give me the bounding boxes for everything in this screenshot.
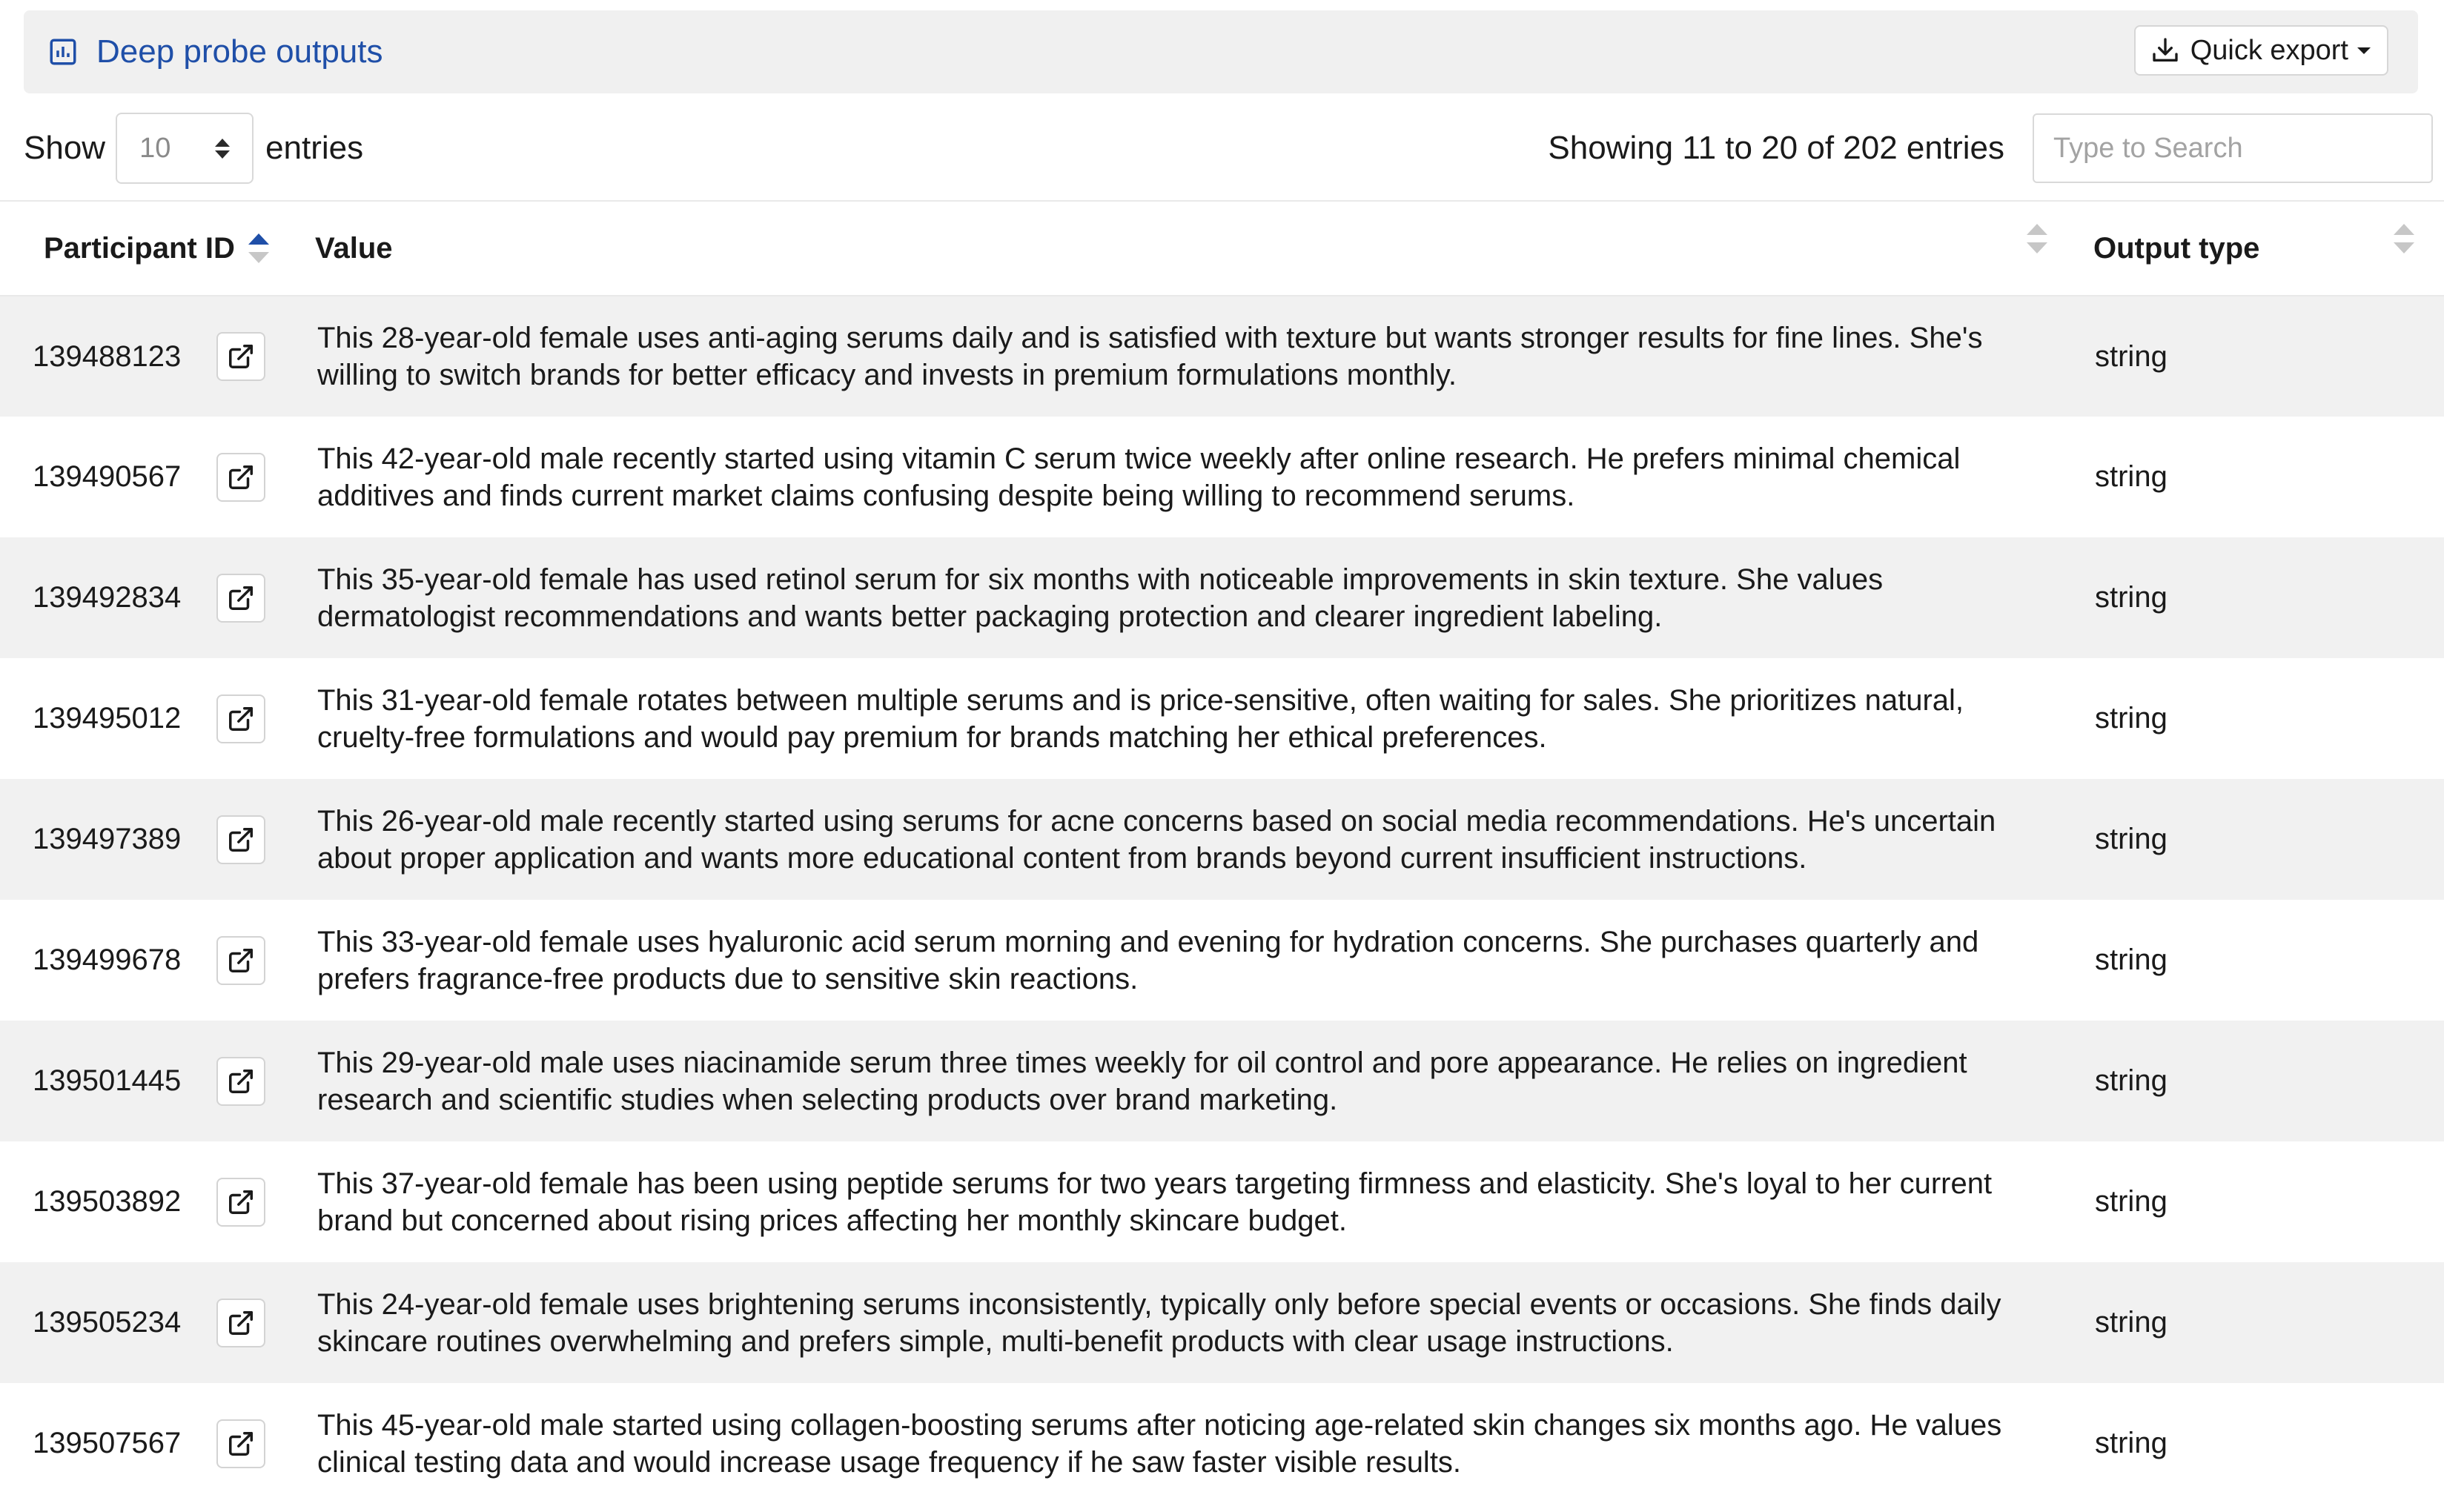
external-link-icon (227, 1067, 255, 1095)
page-title: Deep probe outputs (96, 33, 383, 70)
open-participant-button[interactable] (216, 1178, 265, 1227)
external-link-icon (227, 342, 255, 371)
open-participant-button[interactable] (216, 1419, 265, 1468)
sort-ascending-icon (248, 233, 269, 263)
page-length-value: 10 (139, 132, 171, 164)
output-type-cell: string (2095, 702, 2168, 735)
table-row (0, 1141, 2444, 1262)
participant-id: 139490567 (33, 460, 182, 493)
output-type-cell: string (2095, 1064, 2168, 1097)
output-type-cell: string (2095, 823, 2168, 855)
open-participant-button[interactable] (216, 694, 265, 743)
quick-export-button[interactable] (2134, 25, 2388, 76)
output-type-cell: string (2095, 460, 2168, 493)
value-cell: This 42-year-old male recently started using vitamin C serum twice weekly after online research. He prefers minimal chemical additives and finds current market claims confusing despite being willing to recommend serums. (317, 442, 1961, 512)
show-label: Show (24, 130, 106, 166)
column-header-value[interactable] (297, 201, 2076, 296)
page-length-select[interactable] (116, 113, 254, 184)
page-title-group (47, 33, 383, 70)
output-type-cell: string (2095, 581, 2168, 614)
participant-id: 139507567 (33, 1427, 182, 1459)
output-type-cell: string (2095, 1306, 2168, 1339)
sort-icon (2394, 224, 2414, 253)
external-link-icon (227, 584, 255, 612)
table-row (0, 417, 2444, 537)
output-type-cell: string (2095, 1427, 2168, 1459)
value-cell: This 35-year-old female has used retinol serum for six months with noticeable improvements in skin texture. She values dermatologist recommendations and wants better packaging protection and clearer ingredient labeling. (317, 563, 1884, 633)
open-participant-button[interactable] (216, 332, 265, 381)
column-header-participant-id[interactable] (0, 201, 297, 296)
external-link-icon (227, 1188, 255, 1216)
value-cell: This 24-year-old female uses brightening serums inconsistently, typically only before special events or occasions. She finds daily skincare routines overwhelming and prefers simple, multi-benefit products with clear usage instructions. (317, 1287, 2001, 1358)
caret-down-icon (2357, 47, 2371, 54)
value-cell: This 28-year-old female uses anti-aging serums daily and is satisfied with texture but wants stronger results for fine lines. She's willing to switch brands for better efficacy and invests in premium formulations monthly. (317, 322, 1983, 391)
value-cell: This 26-year-old male recently started using serums for acne concerns based on social media recommendations. He's uncertain about proper application and wants more educational content from brands beyond current insufficient instructions. (317, 804, 1996, 875)
value-cell: This 45-year-old male started using collagen-boosting serums after noticing age-related skin changes six months ago. He values clinical testing data and would increase usage frequency if he saw faster visible results. (317, 1408, 2002, 1479)
bar-chart-icon (47, 36, 79, 67)
header-bar (24, 10, 2418, 93)
table-row (0, 537, 2444, 658)
table-row (0, 658, 2444, 779)
external-link-icon (227, 946, 255, 975)
external-link-icon (227, 826, 255, 854)
table-info-and-search (1548, 111, 2433, 185)
table-row (0, 779, 2444, 900)
value-cell: This 31-year-old female rotates between multiple serums and is price-sensitive, often waiting for sales. She prioritizes natural, cruelty-free formulations and would pay premium for brands matching her ethical preferences. (317, 683, 1964, 754)
open-participant-button[interactable] (216, 453, 265, 502)
table-row (0, 900, 2444, 1021)
table-controls (24, 111, 2433, 185)
external-link-icon (227, 1309, 255, 1337)
quick-export-label: Quick export (2190, 34, 2348, 66)
participant-id: 139501445 (33, 1064, 182, 1097)
open-participant-button[interactable] (216, 574, 265, 623)
column-header-output-type[interactable] (2076, 201, 2444, 296)
table-row (0, 1262, 2444, 1383)
external-link-icon (227, 463, 255, 491)
participant-id: 139488123 (33, 339, 182, 373)
column-label: Value (315, 231, 393, 265)
participant-id: 139503892 (33, 1185, 182, 1218)
open-participant-button[interactable] (216, 815, 265, 864)
output-type-cell: string (2095, 944, 2168, 976)
output-type-cell: string (2095, 339, 2168, 373)
participant-id: 139492834 (33, 581, 182, 614)
table-row (0, 1021, 2444, 1141)
entries-label: entries (265, 130, 364, 166)
data-table-wrapper (0, 200, 2444, 1504)
table-row (0, 1383, 2444, 1504)
participant-id: 139499678 (33, 944, 182, 976)
external-link-icon (227, 705, 255, 733)
column-label: Output type (2093, 231, 2260, 265)
sort-icon (2027, 224, 2047, 253)
table-info: Showing 11 to 20 of 202 entries (1548, 130, 2004, 166)
open-participant-button[interactable] (216, 1299, 265, 1347)
table-body (0, 296, 2444, 1504)
download-icon (2150, 36, 2180, 65)
column-label: Participant ID (44, 231, 235, 265)
open-participant-button[interactable] (216, 936, 265, 985)
search-input[interactable] (2033, 113, 2433, 183)
participant-id: 139505234 (33, 1306, 182, 1339)
value-cell: This 29-year-old male uses niacinamide serum three times weekly for oil control and pore appearance. He relies on ingredient research and scientific studies when selecting products over brand marketing. (317, 1046, 1967, 1116)
select-arrows-icon (215, 139, 230, 159)
value-cell: This 33-year-old female uses hyaluronic acid serum morning and evening for hydration concerns. She purchases quarterly and prefers fragrance-free products due to sensitive skin reactions. (317, 925, 1979, 995)
external-link-icon (227, 1430, 255, 1458)
data-table (0, 200, 2444, 1504)
page-length-control (24, 111, 363, 185)
participant-id: 139495012 (33, 702, 182, 735)
value-cell: This 37-year-old female has been using peptide serums for two years targeting firmness and elasticity. She's loyal to her current brand but concerned about rising prices affecting her monthly skincare budget. (317, 1167, 1993, 1237)
table-header-row (0, 201, 2444, 296)
participant-id: 139497389 (33, 823, 182, 855)
open-participant-button[interactable] (216, 1057, 265, 1106)
table-row (0, 296, 2444, 417)
output-type-cell: string (2095, 1185, 2168, 1218)
